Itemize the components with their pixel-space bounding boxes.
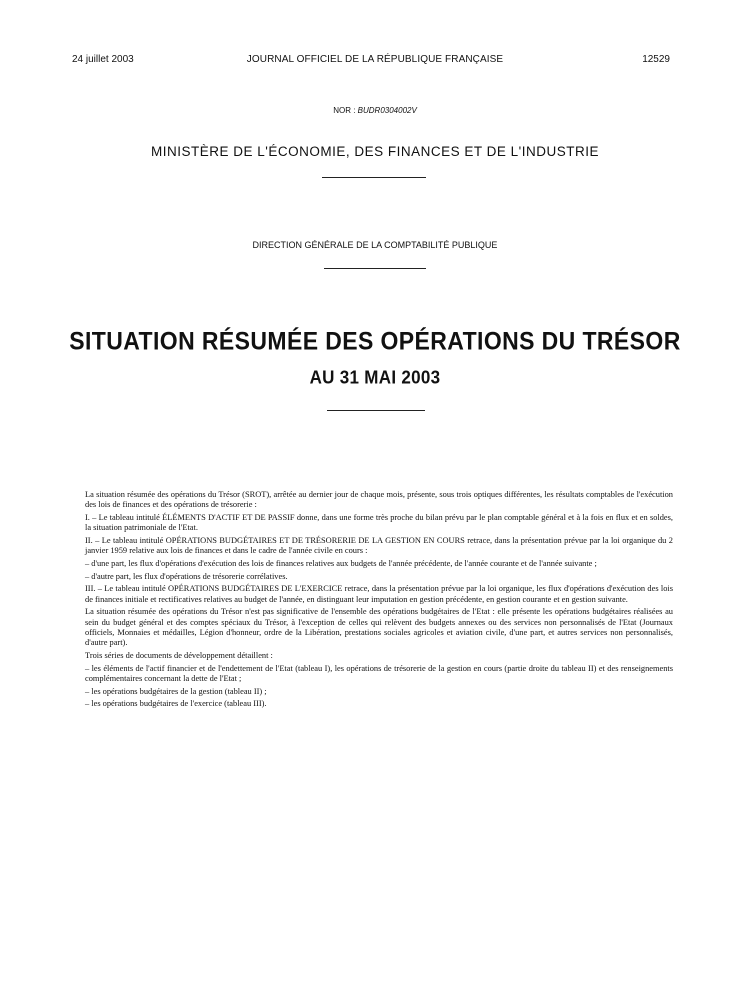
paragraph: – les éléments de l'actif financier et de l'endettement de l'Etat (tableau I), les opérations de trésorerie de la gestion en cours (partie droite du tableau II) et des renseignements complémentaires concernant la dette de l'Etat ; — [85, 663, 673, 683]
paragraph: La situation résumée des opérations du Trésor n'est pas significative de l'ensemble des opérations budgétaires de l'Etat : elle présente les opérations budgétaires réalisées au sein du budget général et des comptes spéciaux du Trésor, à l'exception de celles qui relèvent des budgets annexes ou des services non personnalisés de l'Etat (Journaux officiels, Monnaies et médailles, Légion d'honneur, ordre de la Libération, prestations sociales agricoles et aviation civile, d'une part, et autres services non personnalisés, d'autre part). — [85, 607, 673, 648]
paragraph: II. – Le tableau intitulé OPÉRATIONS BUDGÉTAIRES ET DE TRÉSORERIE DE LA GESTION EN COURS retrace, dans la présentation prévue par la loi organique du 2 janvier 1959 relative aux lois de finances et dans le cadre de l'année civile en cours : — [85, 536, 673, 556]
paragraph: – les opérations budgétaires de l'exercice (tableau III). — [85, 699, 267, 709]
paragraph: I. – Le tableau intitulé ÉLÉMENTS D'ACTIF ET DE PASSIF donne, dans une forme très proche du bilan prévu par le plan comptable général et à la fois en flux et en soldes, la situation patrimoniale de l'Etat. — [85, 513, 673, 533]
separator-rule — [322, 177, 426, 178]
paragraph: – d'autre part, les flux d'opérations de trésorerie corrélatives. — [85, 571, 288, 581]
document-subtitle: AU 31 MAI 2003 — [309, 367, 441, 388]
ministry-heading: MINISTÈRE DE L'ÉCONOMIE, DES FINANCES ET DE L'INDUSTRIE — [151, 144, 599, 159]
nor-label: NOR : — [333, 106, 356, 115]
body-text — [85, 490, 673, 712]
document-title: SITUATION RÉSUMÉE DES OPÉRATIONS DU TRÉSOR — [69, 326, 681, 355]
header-journal-title: JOURNAL OFFICIEL DE LA RÉPUBLIQUE FRANÇAISE — [246, 54, 504, 65]
paragraph: Trois séries de documents de développement détaillent : — [85, 651, 273, 660]
nor-reference — [0, 106, 750, 115]
paragraph: – d'une part, les flux d'opérations d'exécution des lois de finances relatives aux budgets de l'année précédente, de l'année courante et de l'année suivante ; — [85, 559, 597, 568]
paragraph: III. – Le tableau intitulé OPÉRATIONS BUDGÉTAIRES DE L'EXERCICE retrace, dans la présentation prévue par la loi organique, les flux d'opérations d'exécution des lois de finances initiale et rectificatives relatives au budget de l'année, en distinguant leur imputation en gestion précédente, en gestion courante et en gestion suivante. — [85, 584, 673, 604]
header-date: 24 juillet 2003 — [72, 54, 134, 65]
direction-heading: DIRECTION GÉNÉRALE DE LA COMPTABILITÉ PUBLIQUE — [252, 240, 498, 250]
nor-code: BUDR0304002V — [357, 106, 417, 115]
paragraph: – les opérations budgétaires de la gestion (tableau II) ; — [85, 686, 267, 696]
paragraph: La situation résumée des opérations du Trésor (SROT), arrêtée au dernier jour de chaque mois, présente, sous trois optiques différentes, les résultats comptables de l'exécution des lois de finances et des opérations de trésorerie : — [85, 490, 673, 510]
separator-rule — [324, 268, 426, 269]
header-page-number: 12529 — [642, 54, 670, 65]
separator-rule — [327, 410, 425, 411]
